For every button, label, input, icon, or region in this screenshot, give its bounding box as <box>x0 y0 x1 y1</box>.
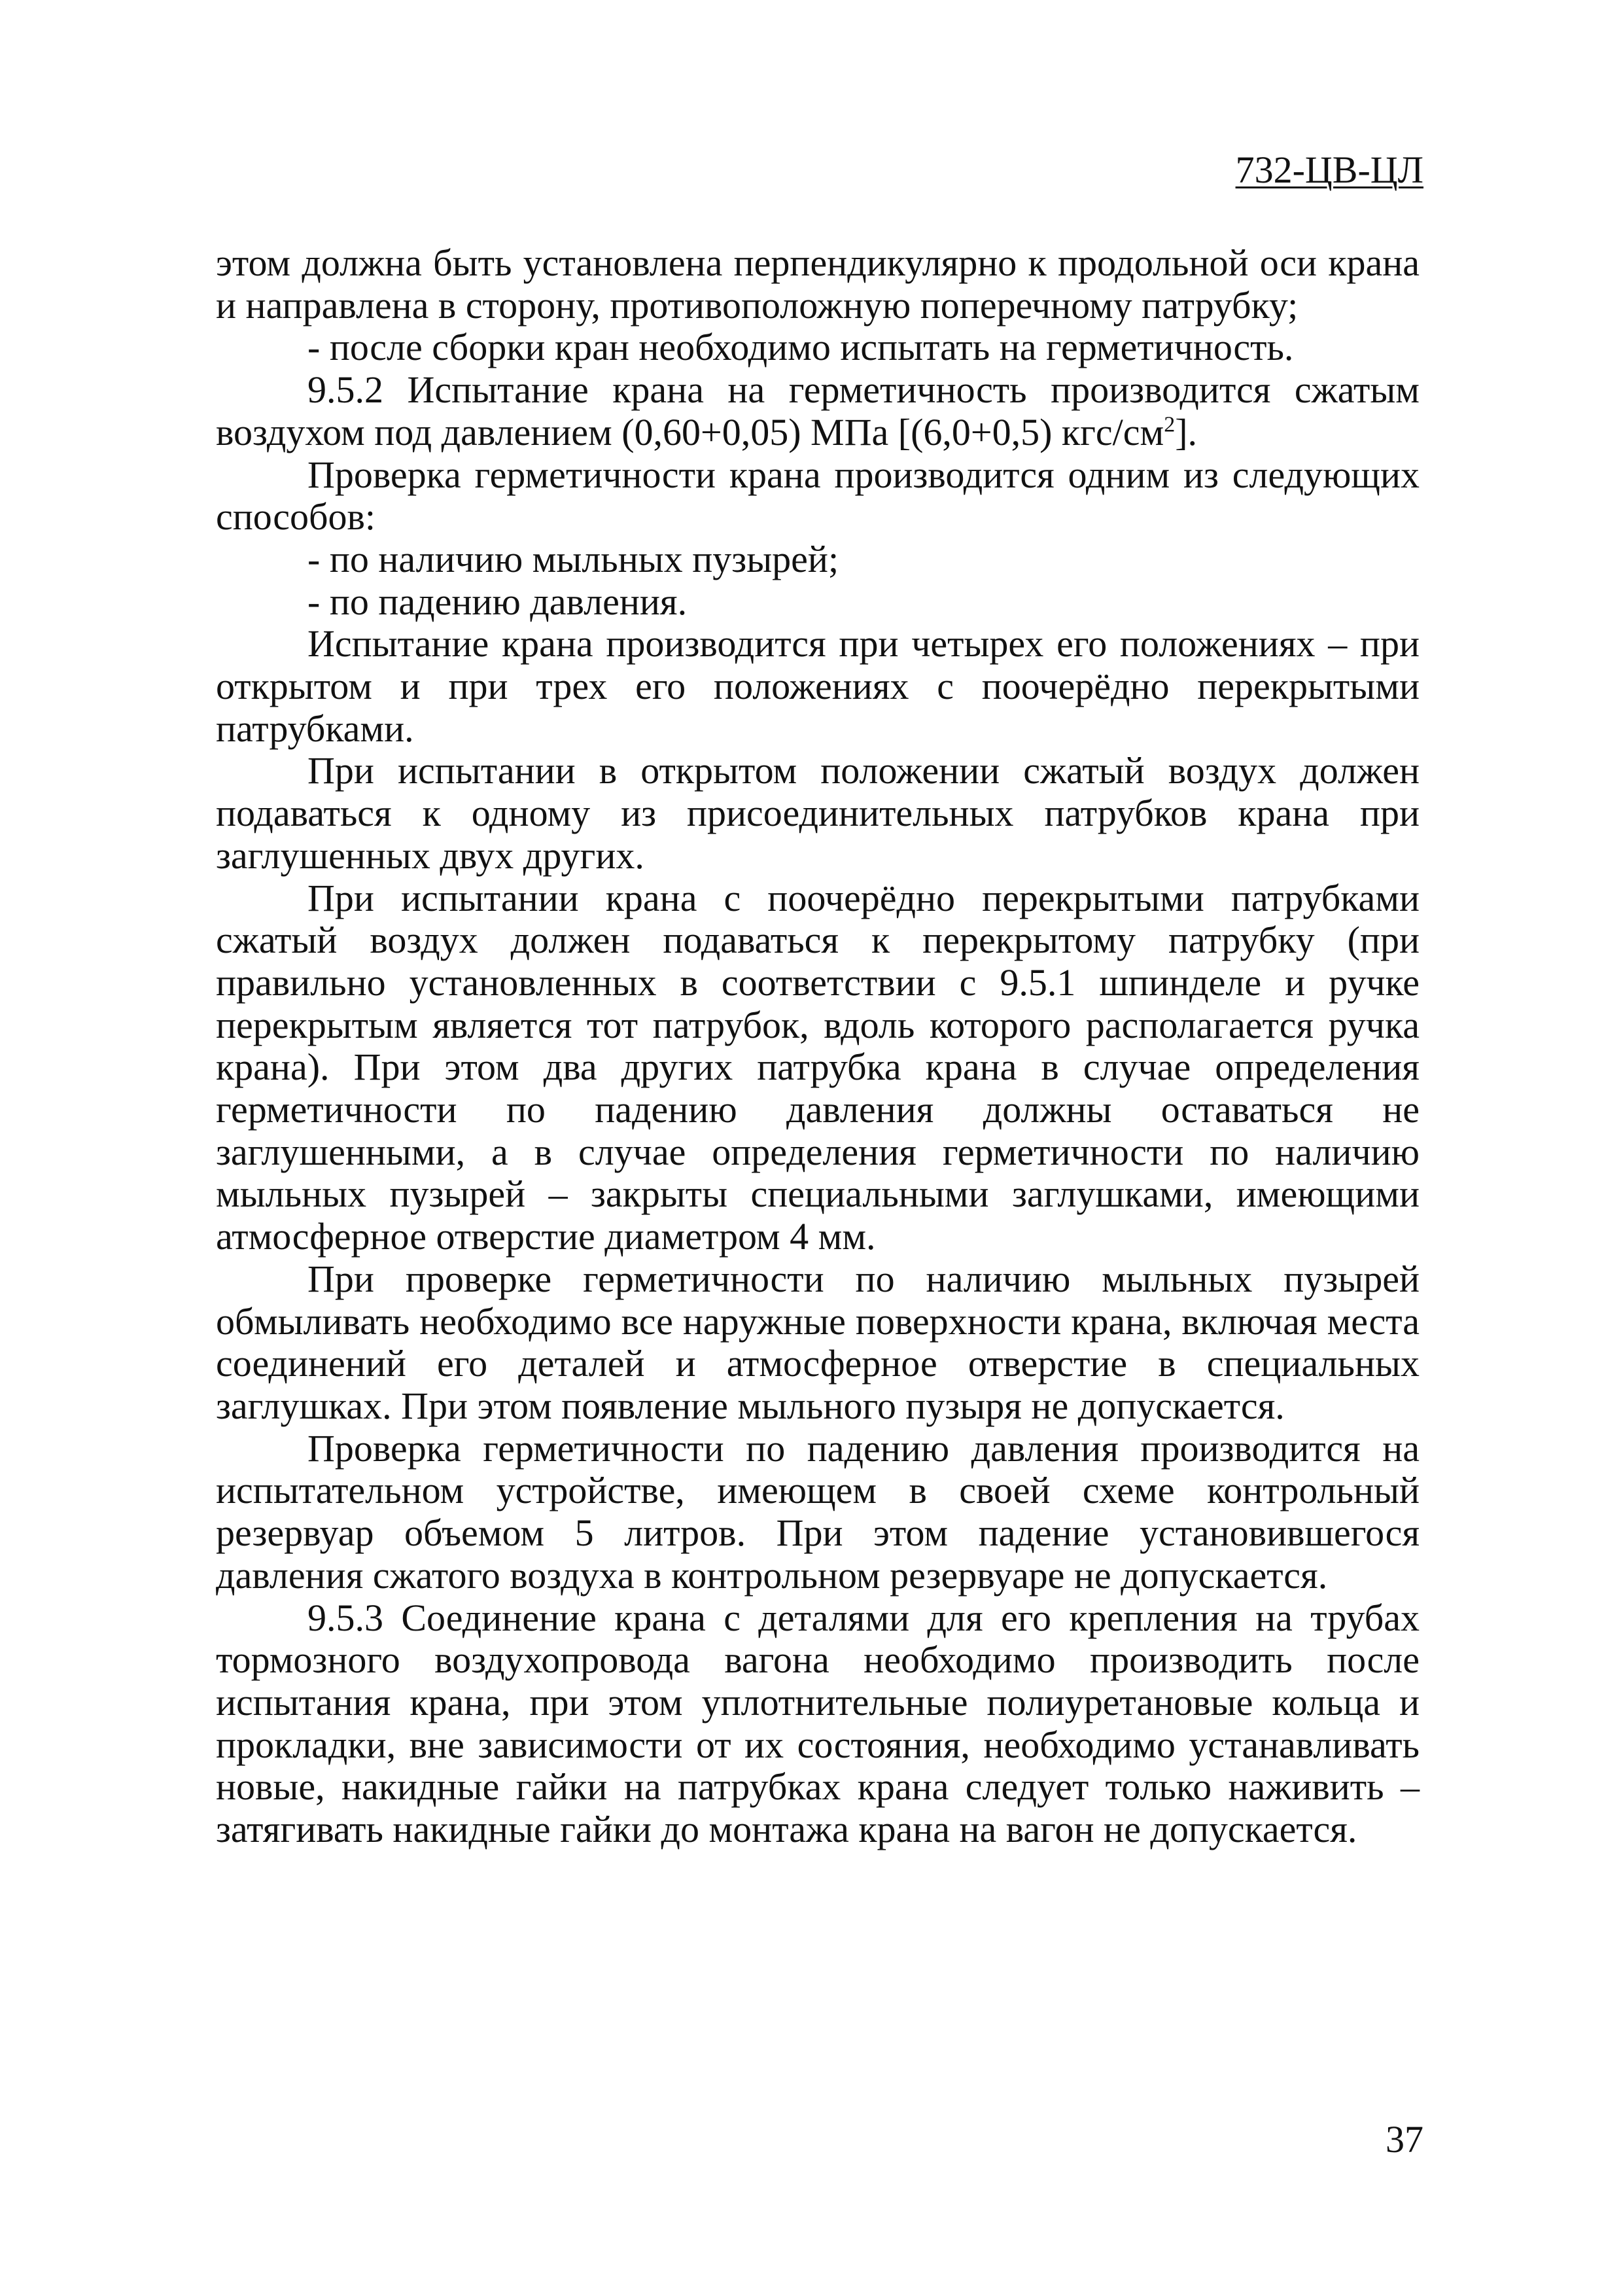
paragraph-continuation: этом должна быть установлена перпендикулярно к продольной оси крана и направлена в сторону, противоположную поперечному патрубку; <box>216 241 1420 327</box>
paragraph-open-position: При испытании в открытом положении сжатый воздух должен подаваться к одному из присоединительных патрубков крана при заглушенных двух других. <box>216 749 1420 877</box>
paragraph-9-5-2-end: ]. <box>1175 410 1198 453</box>
page-number: 37 <box>1386 2118 1423 2161</box>
paragraph-9-5-2 <box>216 369 1420 453</box>
paragraph-9-5-3: 9.5.3 Соединение крана с деталями для его крепления на трубах тормозного воздухопровода вагона необходимо производить после испытания крана, при этом уплотнительные полиуретановые кольца и прокладки, вне зависимости от их состояния, необходимо устанавливать новые, накидные гайки на патрубках крана следует только наживить – затягивать накидные гайки до монтажа крана на вагон не допускается. <box>216 1596 1420 1851</box>
paragraph-four-positions: Испытание крана производится при четырех его положениях – при открытом и при трех его положениях с поочерёдно перекрытыми патрубками. <box>216 622 1420 750</box>
list-item-soap-bubbles: - по наличию мыльных пузырей; <box>307 537 839 580</box>
paragraph-9-5-2-text: 9.5.2 Испытание крана на герметичность производится сжатым воздухом под давлением (0,60+0,05) МПа [(6,0+0,5) кгс/см <box>216 368 1420 453</box>
document-code: 732-ЦВ-ЦЛ <box>1235 149 1423 191</box>
paragraph-pressure-check: Проверка герметичности по падению давления производится на испытательном устройстве, имеющем в своей схеме контрольный резервуар объемом 5 литров. При этом падение установившегося давления сжатого воздуха в контрольном резервуаре не допускается. <box>216 1426 1420 1597</box>
paragraph-check-methods: Проверка герметичности крана производится одним из следующих способов: <box>216 453 1420 539</box>
list-item-pressure-drop: - по падению давления. <box>307 580 688 623</box>
paragraph-closed-branches: При испытании крана с поочерёдно перекрытыми патрубками сжатый воздух должен подаваться к перекрытому патрубку (при правильно установленных в соответствии с 9.5.1 шпинделе и ручке перекрытым является тот патрубок, вдоль которого располагается ручка крана). При этом два других патрубка крана в случае определения герметичности по падению давления должны оставаться не заглушенными, а в случае определения герметичности по наличию мыльных пузырей – закрыты специальными заглушками, имеющими атмосферное отверстие диаметром 4 мм. <box>216 876 1420 1258</box>
paragraph-soap-check: При проверке герметичности по наличию мыльных пузырей обмыливать необходимо все наружные поверхности крана, включая места соединений его деталей и атмосферное отверстие в специальных заглушках. При этом появление мыльного пузыря не допускается. <box>216 1257 1420 1427</box>
list-item-assembly-test: - после сборки кран необходимо испытать на герметичность. <box>307 326 1294 369</box>
document-body <box>216 242 1420 1851</box>
superscript-2: 2 <box>1164 412 1176 437</box>
